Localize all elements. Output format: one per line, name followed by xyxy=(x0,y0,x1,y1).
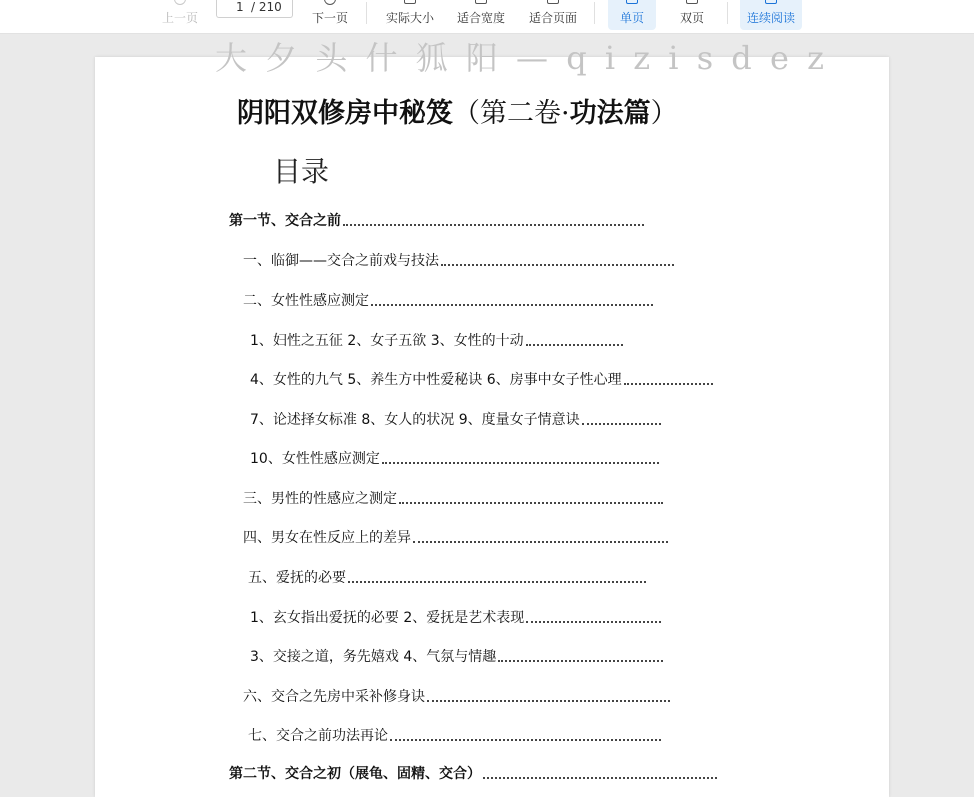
arrow-down-circle-icon xyxy=(324,0,336,5)
dot-leader xyxy=(526,621,661,623)
toc-entry-text: 4、女性的九气 5、养生方中性爱秘诀 6、房事中女子性心理 xyxy=(250,372,622,388)
dot-leader xyxy=(624,383,713,385)
page-number-input[interactable] xyxy=(216,0,293,18)
toc-entry[interactable] xyxy=(229,208,644,230)
dot-leader xyxy=(413,541,668,543)
actual-size-icon xyxy=(404,0,416,4)
dot-leader xyxy=(427,700,670,702)
double-page-icon xyxy=(686,0,698,4)
toc-entry[interactable] xyxy=(243,486,663,508)
continuous-read-icon xyxy=(765,0,777,4)
dot-leader xyxy=(498,660,663,662)
fit-page-label: 适合页面 xyxy=(528,11,577,25)
toc-entry[interactable] xyxy=(243,525,668,547)
arrow-up-circle-icon xyxy=(174,0,186,5)
dot-leader xyxy=(483,777,717,779)
toc-entry-text: 第二节、交合之初（展龟、固精、交合） xyxy=(229,766,481,782)
toc-entry[interactable] xyxy=(248,565,646,587)
actual-size-label: 实际大小 xyxy=(385,11,434,25)
title-main: 阴阳双修房中秘笈 xyxy=(237,98,453,129)
toc-entry-text: 五、爱抚的必要 xyxy=(248,570,346,586)
dot-leader xyxy=(582,423,661,425)
toc-entry-text: 一、临御——交合之前戏与技法 xyxy=(243,253,439,269)
dot-leader xyxy=(441,264,674,266)
next-page-button[interactable] xyxy=(308,0,352,30)
toc-entry-text: 四、男女在性反应上的差异 xyxy=(243,530,411,546)
toc-entry[interactable] xyxy=(229,761,717,783)
toc-entry[interactable] xyxy=(250,328,623,350)
fit-width-icon xyxy=(475,0,487,4)
toc-entry-text: 7、论述择女标准 8、女人的状况 9、度量女子情意诀 xyxy=(250,412,580,428)
toc-entry[interactable] xyxy=(250,446,659,468)
fit-page-icon xyxy=(547,0,559,4)
toc-entry[interactable] xyxy=(250,644,663,666)
fit-page-button[interactable] xyxy=(525,0,581,30)
actual-size-button[interactable] xyxy=(382,0,438,30)
next-page-label: 下一页 xyxy=(311,11,348,25)
dot-leader xyxy=(348,581,646,583)
toolbar-divider xyxy=(727,2,728,24)
prev-page-label: 上一页 xyxy=(161,11,198,25)
watermark-text: 大 夕 头 什 狐 阳 — q i z i s d e z xyxy=(215,39,828,77)
fit-width-label: 适合宽度 xyxy=(456,11,505,25)
current-page: 1 xyxy=(236,0,244,14)
title-volume: （第二卷· xyxy=(453,98,570,129)
single-page-label: 单页 xyxy=(619,11,644,25)
toc-entry[interactable] xyxy=(248,723,661,745)
prev-page-button[interactable] xyxy=(158,0,202,30)
continuous-read-button[interactable] xyxy=(740,0,802,30)
toc-entry-text: 七、交合之前功法再论 xyxy=(248,728,388,744)
toc-entry[interactable] xyxy=(243,684,670,706)
toolbar-divider xyxy=(366,2,367,24)
document-title xyxy=(237,91,678,130)
continuous-read-label: 连续阅读 xyxy=(746,11,795,25)
dot-leader xyxy=(371,304,653,306)
toc-entry[interactable] xyxy=(243,288,653,310)
pdf-toolbar xyxy=(0,0,974,34)
toc-entry-text: 1、玄女指出爱抚的必要 2、爱抚是艺术表现 xyxy=(250,610,525,626)
total-pages: / 210 xyxy=(251,0,282,14)
toc-entry-text: 二、女性性感应测定 xyxy=(243,293,369,309)
toc-entry-text: 3、交接之道，务先嬉戏 4、气氛与情趣 xyxy=(250,649,497,665)
dot-leader xyxy=(526,344,623,346)
dot-leader xyxy=(343,224,644,226)
fit-width-button[interactable] xyxy=(453,0,509,30)
toc-entry[interactable] xyxy=(250,367,713,389)
double-page-button[interactable] xyxy=(668,0,716,30)
toc-entry-text: 1、妇性之五征 2、女子五欲 3、女性的十动 xyxy=(250,333,524,349)
double-page-label: 双页 xyxy=(679,11,704,25)
toc-entry-text: 三、男性的性感应之测定 xyxy=(243,491,397,507)
toc-entry-text: 六、交合之先房中采补修身诀 xyxy=(243,689,425,705)
toc-entry[interactable] xyxy=(250,605,661,627)
toc-heading: 目录 xyxy=(273,155,330,188)
toc-entry[interactable] xyxy=(250,407,661,429)
title-close: ） xyxy=(650,98,678,129)
toc-entry-text: 10、女性性感应测定 xyxy=(250,451,380,467)
toolbar-divider xyxy=(594,2,595,24)
single-page-icon xyxy=(626,0,638,4)
dot-leader xyxy=(390,739,661,741)
dot-leader xyxy=(399,502,663,504)
dot-leader xyxy=(382,462,659,464)
single-page-button[interactable] xyxy=(608,0,656,30)
toc-entry[interactable] xyxy=(243,248,674,270)
toc-entry-text: 第一节、交合之前 xyxy=(229,213,341,229)
title-chapter: 功法篇 xyxy=(569,98,651,129)
document-page xyxy=(95,39,889,797)
